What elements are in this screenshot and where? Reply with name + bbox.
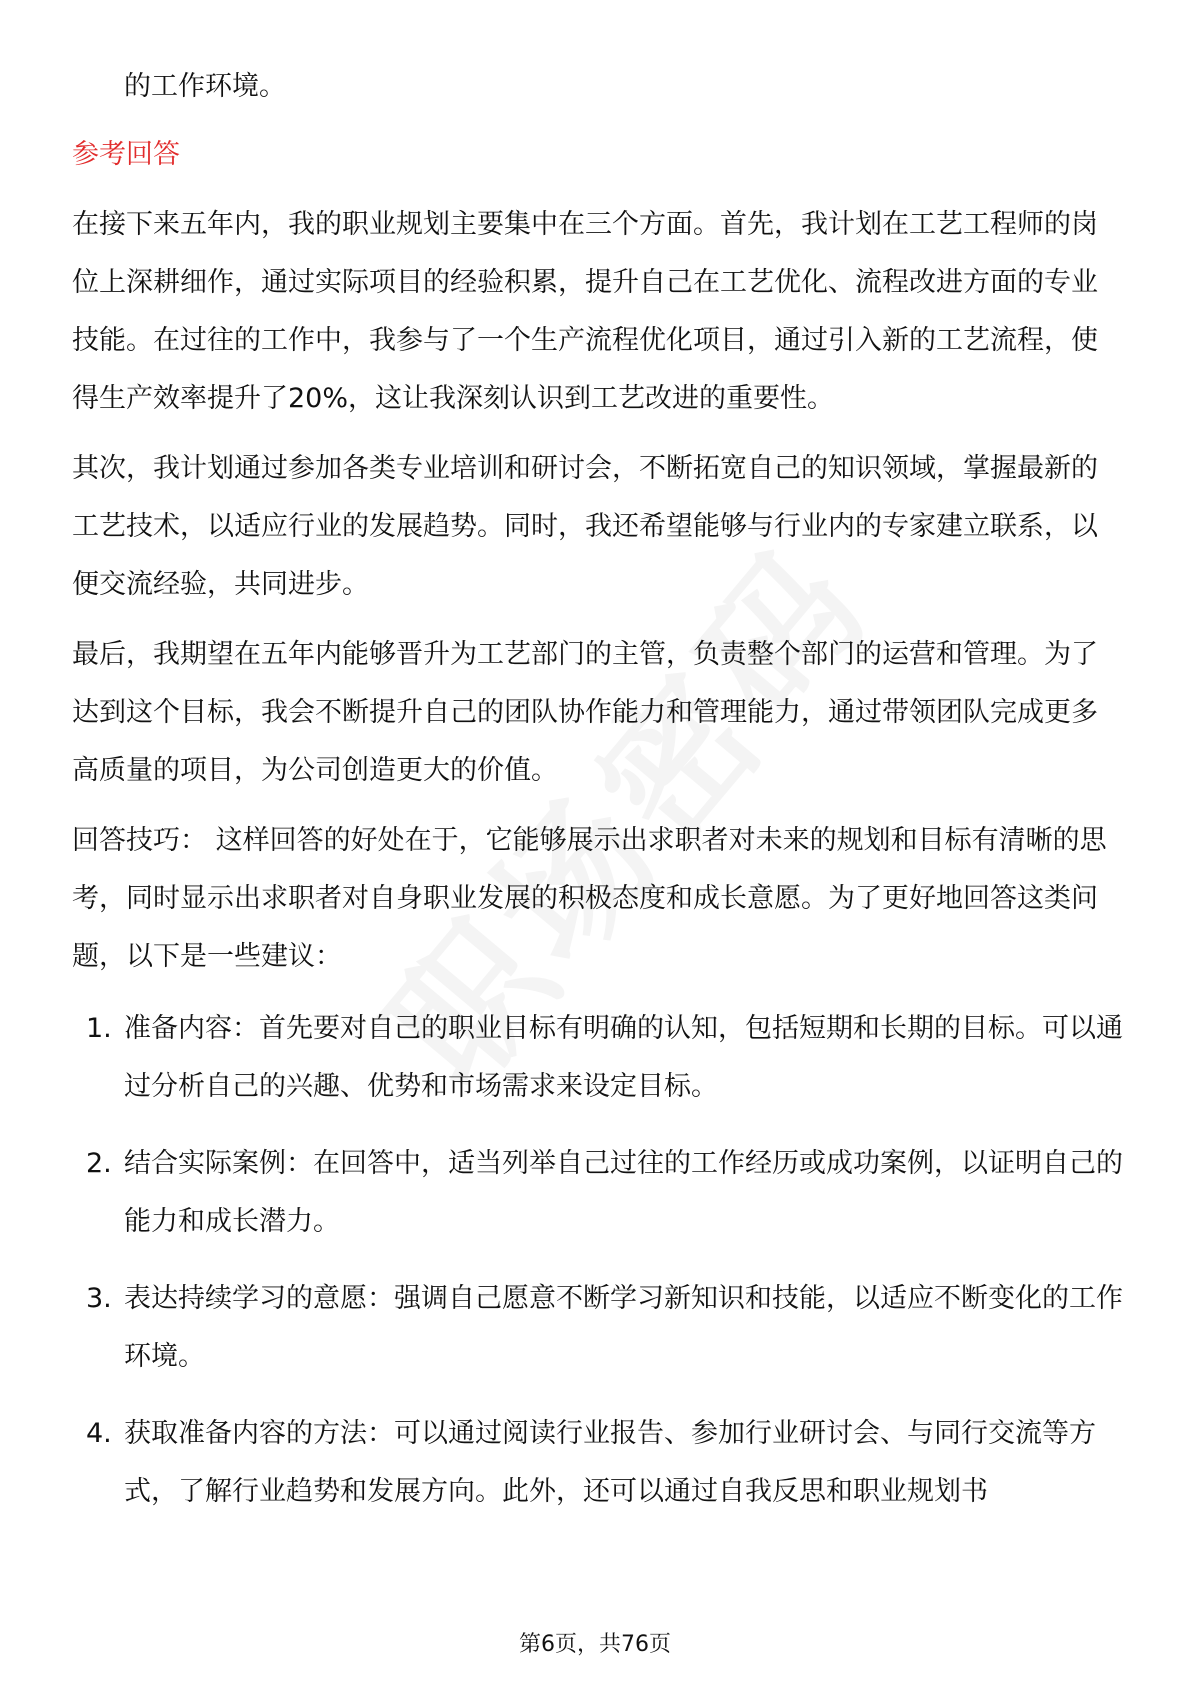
list-item-3 [86,1270,1126,1386]
paragraph-3: 最后，我期望在五年内能够晋升为工艺部门的主管，负责整个部门的运营和管理。为了达到这个目标，我会不断提升自己的团队协作能力和管理能力，通过带领团队完成更多高质量的项目，为公司创造更大的价值。 [72,639,1098,786]
list-item-2 [86,1135,1126,1251]
paragraph-1: 在接下来五年内，我的职业规划主要集中在三个方面。首先，我计划在工艺工程师的岗位上深耕细作，通过实际项目的经验积累，提升自己在工艺优化、流程改进方面的专业技能。在过往的工作中，我参与了一个生产流程优化项目，通过引入新的工艺流程，使得生产效率提升了20%，这让我深刻认识到工艺改进的重要性。 [72,209,1098,414]
list-text: 表达持续学习的意愿：强调自己愿意不断学习新知识和技能，以适应不断变化的工作环境。 [124,1283,1123,1372]
top-continuation-text: 的工作环境。 [124,71,286,102]
list-number: 4. [86,1418,112,1449]
list-number: 3. [86,1283,112,1314]
paragraph-2: 其次，我计划通过参加各类专业培训和研讨会，不断拓宽自己的知识领域，掌握最新的工艺技术，以适应行业的发展趋势。同时，我还希望能够与行业内的专家建立联系，以便交流经验，共同进步。 [72,453,1098,600]
list-number: 2. [86,1148,112,1179]
page-footer: 第6页，共76页 [519,1632,671,1657]
list-text: 结合实际案例：在回答中，适当列举自己过往的工作经历或成功案例，以证明自己的能力和成长潜力。 [124,1148,1123,1237]
list-number: 1. [86,1013,112,1044]
section-heading: 参考回答 [72,139,180,170]
list-text: 获取准备内容的方法：可以通过阅读行业报告、参加行业研讨会、与同行交流等方式，了解行业趋势和发展方向。此外，还可以通过自我反思和职业规划书 [124,1418,1096,1507]
list-item-1 [86,1000,1126,1116]
list-text: 准备内容：首先要对自己的职业目标有明确的认知，包括短期和长期的目标。可以通过分析自己的兴趣、优势和市场需求来设定目标。 [124,1013,1123,1102]
paragraph-4-tips: 回答技巧： 这样回答的好处在于，它能够展示出求职者对未来的规划和目标有清晰的思考，同时显示出求职者对自身职业发展的积极态度和成长意愿。为了更好地回答这类问题，以下是一些建议： [72,825,1107,972]
list-item-4 [86,1405,1126,1521]
